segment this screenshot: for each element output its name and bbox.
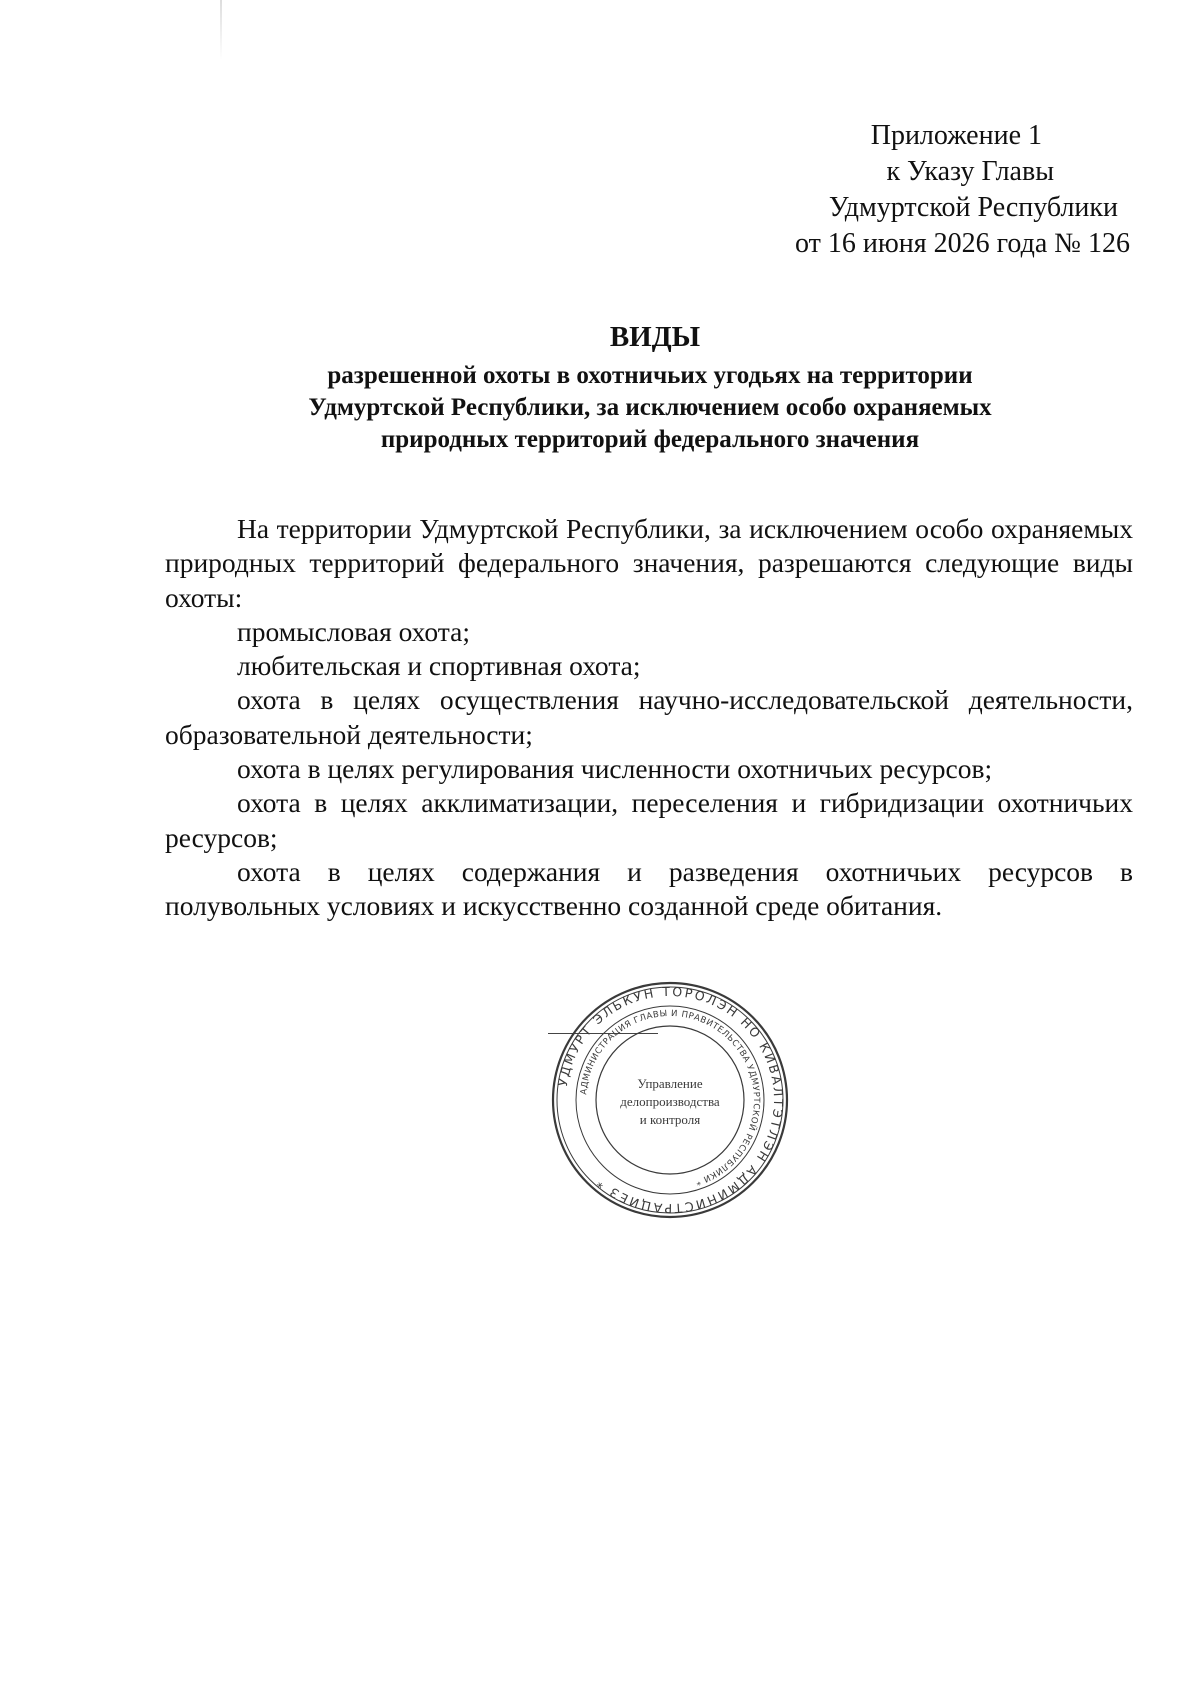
list-item: промысловая охота; xyxy=(237,615,470,647)
document-heading xyxy=(160,318,1140,456)
appendix-line-3: Удмуртской Республики xyxy=(828,192,1118,223)
appendix-line-2: к Указу Главы xyxy=(886,156,1054,187)
official-seal xyxy=(550,980,790,1220)
list-item: любительская и спортивная охота; xyxy=(237,650,641,682)
subtitle-line-1: разрешенной охоты в охотничьих угодьях на территории xyxy=(327,362,973,389)
seal-middle-text: АДМИНИСТРАЦИЯ ГЛАВЫ И ПРАВИТЕЛЬСТВА УДМУРТСКОЙ РЕСПУБЛИКИ * xyxy=(579,1008,762,1187)
seal-outer-text: УДМУРТ ЭЛЬКУН ТОРОЛЭН НО КИВАЛТЭТЛЭН АДМИНИСТРАЦИЕЗ * xyxy=(554,983,787,1217)
appendix-header xyxy=(600,118,1130,262)
document-body xyxy=(165,512,1133,924)
list-item: охота в целях содержания и разведения охотничьих ресурсов в полувольных условиях и искусственно созданной среде обитания. xyxy=(165,855,1133,922)
seal-center-line-3: и контроля xyxy=(639,1112,701,1127)
list-item: охота в целях акклиматизации, переселения и гибридизации охотничьих ресурсов; xyxy=(165,787,1133,853)
scan-artifact xyxy=(220,0,222,60)
appendix-line-4: от 16 июня 2026 года № 126 xyxy=(794,228,1130,259)
subtitle-line-2: Удмуртской Республики, за исключением особо охраняемых xyxy=(308,394,992,421)
intro-paragraph: На территории Удмуртской Республики, за исключением особо охраняемых природных территорий федерального значения, разрешаются следующие виды охоты: xyxy=(165,513,1133,613)
seal-center-line-2: делопроизводства xyxy=(620,1094,720,1109)
document-title: ВИДЫ xyxy=(609,321,701,353)
list-item: охота в целях регулирования численности охотничьих ресурсов; xyxy=(237,753,993,785)
appendix-line-1: Приложение 1 xyxy=(870,120,1042,151)
list-item: охота в целях осуществления научно-исследовательской деятельности, образовательной деятельности; xyxy=(165,684,1133,750)
subtitle-line-3: природных территорий федерального значения xyxy=(380,426,920,453)
document-subtitle xyxy=(160,360,1140,456)
seal-center-line-1: Управление xyxy=(637,1076,703,1091)
